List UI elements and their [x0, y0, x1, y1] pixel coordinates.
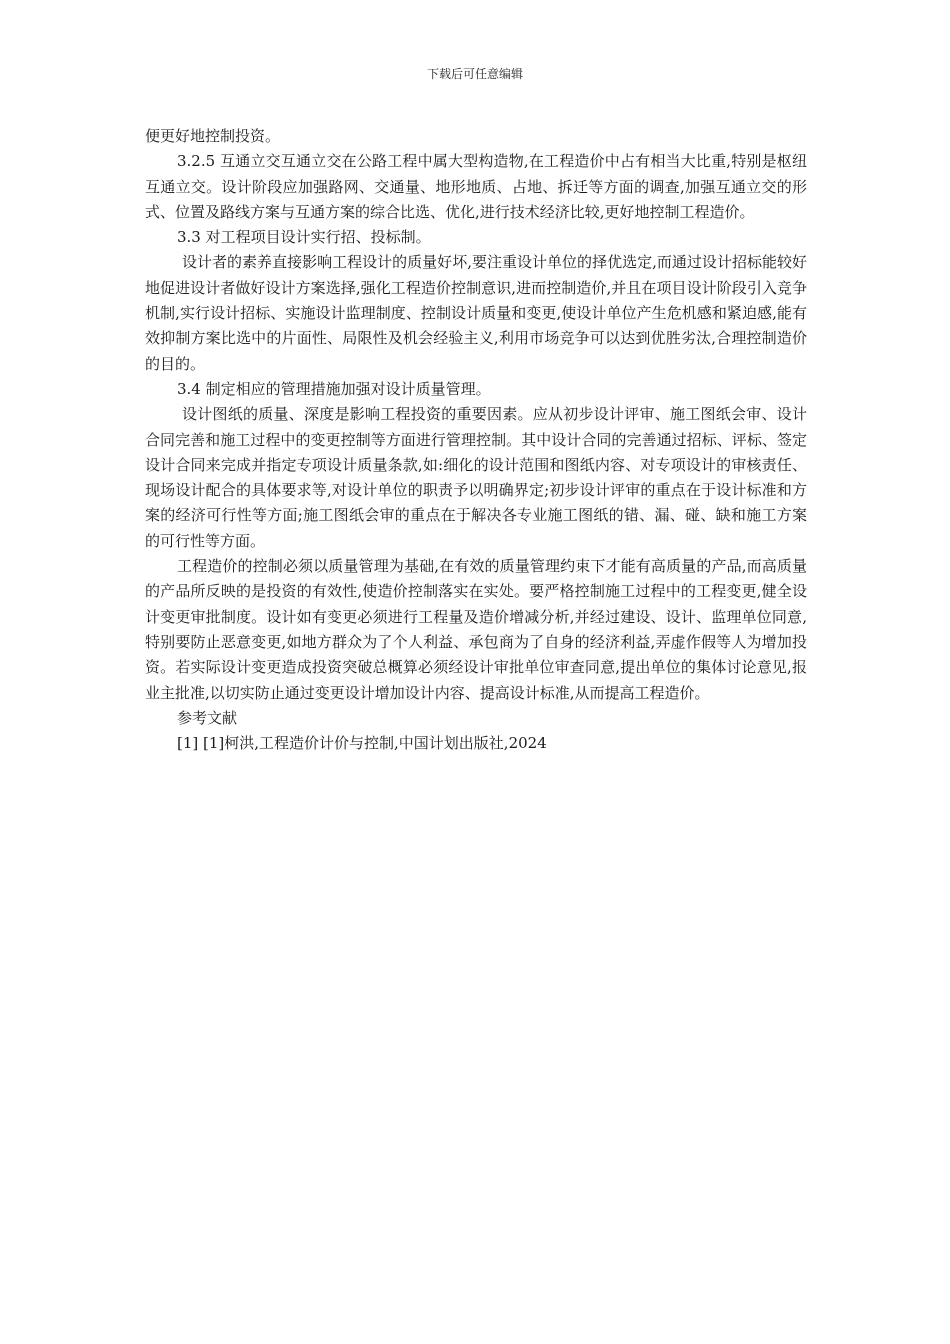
paragraph-continuation: 便更好地控制投资。 — [145, 127, 281, 145]
heading-section-3-4: 3.4 制定相应的管理措施加强对设计质量管理。 — [177, 379, 491, 398]
paragraph-section-3-2-5: 3.2.5 互通立交互通立交在公路工程中属大型构造物,在工程造价中占有相当大比重,特别是枢纽互通立交。设计阶段应加强路网、交通量、地形地质、占地、拆迁等方面的调查,加强互通立交的形式、位置及路线方案与互通方案的综合比选、优化,进行技术经济比较,更好地控制工程造价。 — [145, 152, 807, 221]
page-header: 下载后可任意编辑 — [426, 67, 523, 81]
paragraph-cost-control: 工程造价的控制必须以质量管理为基础,在有效的质量管理约束下才能有高质量的产品,而高质量的产品所反映的是投资的有效性,使造价控制落实在实处。要严格控制施工过程中的工程变更,健全设计变更审批制度。设计如有变更必须进行工程量及造价增减分析,并经过建设、设计、监理单位同意,特别要防止恶意变更,如地方群众为了个人利益、承包商为了自身的经济利益,弄虚作假等人为增加投资。若实际设计变更造成投资突破总概算必须经设计审批单位审查同意,提出单位的集体讨论意见,报业主批准,以切实防止通过变更设计增加设计内容、提高设计标准,从而提高工程造价。 — [145, 557, 807, 702]
reference-item: [1] [1]柯洪,工程造价计价与控制,中国计划出版社,2024 — [177, 734, 547, 753]
paragraph-design-bidding: 设计者的素养直接影响工程设计的质量好坏,要注重设计单位的择优选定,而通过设计招标能较好地促进设计者做好设计方案选择,强化工程造价控制意识,进而控制造价,并且在项目设计阶段引入竞争机制,实行设计招标、实施设计监理制度、控制设计质量和变更,使设计单位产生危机感和紧迫感,能有效抑制方案比选中的片面性、局限性及机会经验主义,利用市场竞争可以达到优胜劣汰,合理控制造价的目的。 — [145, 253, 807, 373]
paragraph-drawing-quality: 设计图纸的质量、深度是影响工程投资的重要因素。应从初步设计评审、施工图纸会审、设计合同完善和施工过程中的变更控制等方面进行管理控制。其中设计合同的完善通过招标、评标、签定设计合同来完成并指定专项设计质量条款,如:细化的设计范围和图纸内容、对专项设计的审核责任、现场设计配合的具体要求等,对设计单位的职责予以明确界定;初步设计评审的重点在于设计标准和方案的经济可行性等方面;施工图纸会审的重点在于解决各专业施工图纸的错、漏、碰、缺和施工方案的可行性等方面。 — [145, 405, 807, 550]
body-text — [145, 124, 807, 756]
heading-section-3-3: 3.3 对工程项目设计实行招、投标制。 — [177, 228, 431, 247]
references-heading: 参考文献 — [177, 708, 238, 727]
